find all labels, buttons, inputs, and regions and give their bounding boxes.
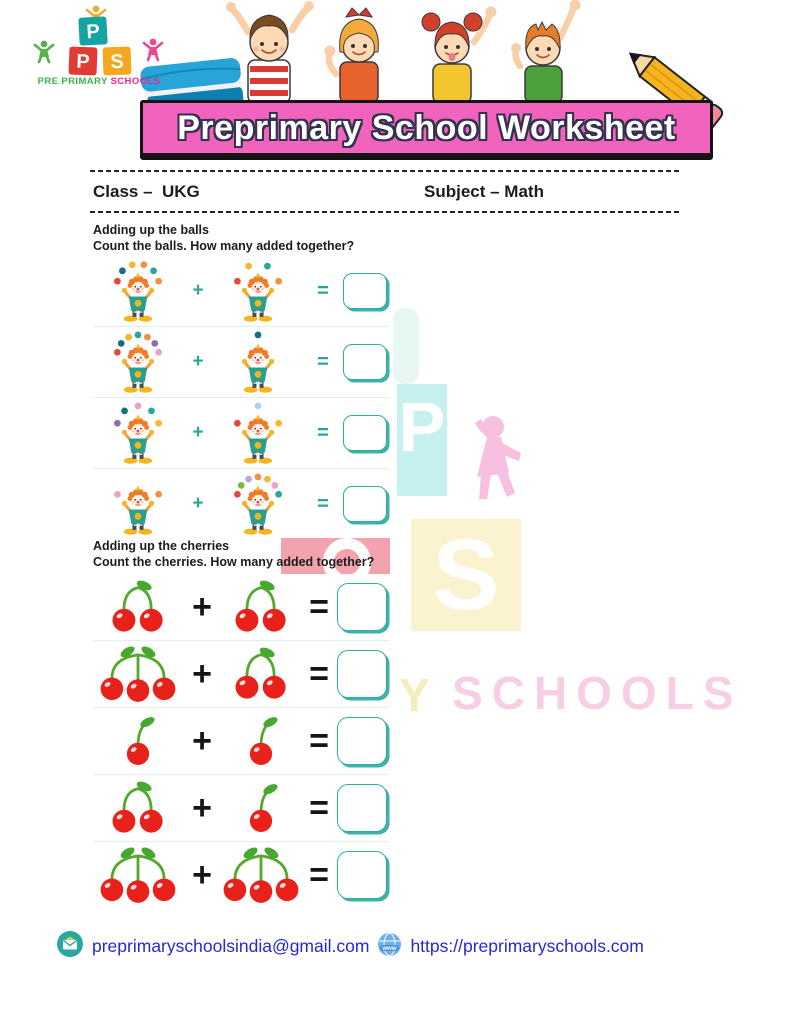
email-icon	[56, 930, 84, 963]
clown-right	[213, 259, 303, 323]
class-label: Class – UKG	[93, 182, 200, 201]
watermark-schools-text: SCHOOLS	[452, 667, 743, 719]
cherry-cluster	[243, 712, 279, 770]
plus-operator: +	[192, 280, 204, 301]
cherries-section-instruction: Count the cherries. How many added together?	[93, 555, 375, 569]
subject-label: Subject – Math	[424, 182, 544, 201]
cherry-cluster	[232, 578, 290, 636]
footer	[56, 930, 644, 963]
equals-operator: =	[317, 350, 329, 373]
website-link[interactable]: https://preprimaryschools.com	[410, 936, 644, 956]
dashed-divider	[90, 211, 680, 213]
plus-operator: +	[192, 855, 212, 894]
plus-operator: +	[192, 788, 212, 827]
equals-operator: =	[309, 587, 329, 626]
answer-box[interactable]	[337, 784, 387, 832]
clown-left	[93, 472, 183, 536]
cherries-right	[221, 712, 301, 770]
banner-title: Preprimary School Worksheet	[177, 108, 676, 147]
clown-right	[213, 401, 303, 465]
globe-icon	[377, 932, 402, 962]
clown-juggler	[107, 401, 169, 465]
pps-logo	[30, 4, 168, 100]
cherry-addition-rows	[93, 574, 389, 908]
email-link[interactable]: preprimaryschoolsindia@gmail.com	[92, 936, 370, 956]
equals-operator: =	[309, 654, 329, 693]
clown-left	[93, 401, 183, 465]
watermark-shape	[393, 308, 419, 384]
plus-operator: +	[192, 654, 212, 693]
svg-text:www: www	[382, 945, 397, 952]
answer-box[interactable]	[337, 583, 387, 631]
ball-addition-row	[93, 256, 389, 327]
cherry-cluster	[243, 779, 279, 837]
equals-operator: =	[309, 855, 329, 894]
cherry-addition-row	[93, 641, 389, 708]
cherries-right	[221, 578, 301, 636]
clown-juggler	[227, 259, 289, 323]
answer-box[interactable]	[343, 486, 387, 522]
ball-addition-row	[93, 398, 389, 469]
answer-box[interactable]	[343, 273, 387, 309]
clown-right	[213, 472, 303, 536]
equals-operator: =	[317, 279, 329, 302]
cherries-left	[93, 846, 183, 904]
cherries-left	[93, 779, 183, 837]
clown-juggler	[107, 472, 169, 536]
clown-juggler	[227, 472, 289, 536]
cherry-cluster	[120, 712, 156, 770]
clown-juggler	[227, 330, 289, 394]
plus-operator: +	[192, 587, 212, 626]
clown-left	[93, 330, 183, 394]
watermark-p-block	[397, 384, 447, 496]
cherry-cluster	[98, 645, 178, 703]
plus-operator: +	[192, 422, 204, 443]
dashed-divider	[90, 170, 680, 172]
cherry-cluster	[221, 846, 301, 904]
equals-operator: =	[317, 492, 329, 515]
answer-box[interactable]	[343, 415, 387, 451]
cherry-addition-row	[93, 842, 389, 908]
svg-text:P: P	[75, 50, 91, 74]
plus-operator: +	[192, 493, 204, 514]
cherry-cluster	[98, 846, 178, 904]
clown-juggler	[227, 401, 289, 465]
balls-section-instruction: Count the balls. How many added together?	[93, 239, 355, 253]
clown-juggler	[107, 330, 169, 394]
cherries-right	[221, 779, 301, 837]
watermark-letter: P	[398, 388, 446, 466]
equals-operator: =	[317, 421, 329, 444]
ball-addition-row	[93, 469, 389, 539]
answer-box[interactable]	[343, 344, 387, 380]
worksheet-banner	[140, 100, 713, 160]
cherry-addition-row	[93, 574, 389, 641]
answer-box[interactable]	[337, 717, 387, 765]
clown-right	[213, 330, 303, 394]
ball-addition-row	[93, 327, 389, 398]
equals-operator: =	[309, 788, 329, 827]
clown-left	[93, 259, 183, 323]
answer-box[interactable]	[337, 851, 387, 899]
watermark-y-letter: Y	[399, 669, 430, 721]
cherry-cluster	[109, 779, 167, 837]
cherry-addition-row	[93, 775, 389, 842]
balls-section-heading: Adding up the balls	[93, 223, 209, 237]
cherries-section-heading: Adding up the cherries	[93, 539, 230, 553]
cherries-left	[93, 645, 183, 703]
plus-operator: +	[192, 351, 204, 372]
cherries-right	[221, 645, 301, 703]
kids-illustration	[208, 0, 603, 108]
svg-text:S: S	[109, 50, 125, 74]
cherries-left	[93, 712, 183, 770]
plus-operator: +	[192, 721, 212, 760]
cherry-cluster	[109, 578, 167, 636]
cherry-addition-row	[93, 708, 389, 775]
cherries-right	[221, 846, 301, 904]
cherry-cluster	[232, 645, 290, 703]
svg-text:P: P	[85, 20, 101, 44]
answer-box[interactable]	[337, 650, 387, 698]
watermark-kid-silhouette	[463, 415, 525, 508]
watermark-letter: S	[432, 519, 500, 631]
clown-juggler	[107, 259, 169, 323]
equals-operator: =	[309, 721, 329, 760]
logo-tagline: PRE PRIMARY SCHOOLS	[37, 76, 161, 87]
watermark-s-block	[411, 519, 521, 631]
cherries-left	[93, 578, 183, 636]
ball-addition-rows	[93, 256, 389, 539]
